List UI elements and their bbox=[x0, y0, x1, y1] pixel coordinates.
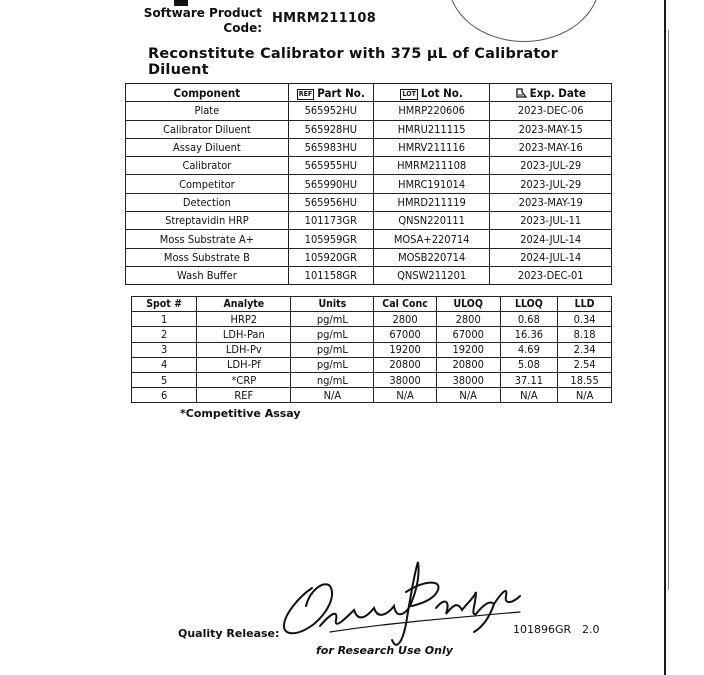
exp-date-cell: 2023-DEC-01 bbox=[490, 266, 612, 284]
part-no-cell: 565952HU bbox=[288, 102, 373, 120]
units-header: Units bbox=[291, 297, 374, 312]
lld-cell: 2.54 bbox=[558, 357, 612, 372]
analyte-cell: LDH-Pv bbox=[197, 342, 291, 357]
units-cell: pg/mL bbox=[291, 312, 374, 327]
component-row bbox=[126, 138, 612, 156]
uloq-cell: 38000 bbox=[436, 372, 500, 387]
lld-header: LLD bbox=[558, 297, 612, 312]
lld-cell: 18.55 bbox=[558, 372, 612, 387]
spot-row bbox=[132, 312, 612, 327]
lot-no-cell: MOSA+220714 bbox=[373, 230, 490, 248]
analyte-cell: REF bbox=[197, 388, 291, 403]
part-no-cell: 565955HU bbox=[288, 157, 373, 175]
lot-symbol-icon: LOT bbox=[402, 89, 416, 98]
component-row bbox=[126, 248, 612, 266]
exp-date-cell: 2023-JUL-11 bbox=[490, 212, 612, 230]
research-use-only-note: for Research Use Only bbox=[316, 644, 453, 657]
uloq-cell: 19200 bbox=[436, 342, 500, 357]
uloq-cell: 20800 bbox=[436, 357, 500, 372]
handwritten-signature bbox=[270, 552, 540, 652]
spot-header: Spot # bbox=[132, 297, 197, 312]
analyte-cell: HRP2 bbox=[197, 312, 291, 327]
software-product-code-label: Software Product Code: bbox=[143, 6, 262, 35]
spot-row bbox=[132, 372, 612, 387]
component-cell: Wash Buffer bbox=[126, 266, 289, 284]
component-row bbox=[126, 175, 612, 193]
lloq-cell: 16.36 bbox=[500, 327, 558, 342]
lot-no-cell: QNSN220111 bbox=[373, 212, 490, 230]
component-cell: Streptavidin HRP bbox=[126, 212, 289, 230]
ref-symbol-icon: REF bbox=[298, 89, 313, 98]
component-cell: Calibrator Diluent bbox=[126, 120, 289, 138]
cal-conc-header: Cal Conc bbox=[374, 297, 436, 312]
spots-header-row bbox=[132, 297, 612, 312]
spot-cell: 1 bbox=[132, 312, 197, 327]
lot-no-header-label: Lot No. bbox=[420, 85, 463, 100]
uloq-header: ULOQ bbox=[436, 297, 500, 312]
lld-cell: 2.34 bbox=[558, 342, 612, 357]
uloq-cell: N/A bbox=[436, 388, 500, 403]
part-no-cell: 565956HU bbox=[288, 193, 373, 211]
cal-conc-cell: 2800 bbox=[374, 312, 436, 327]
units-cell: pg/mL bbox=[291, 357, 374, 372]
component-cell: Moss Substrate B bbox=[126, 248, 289, 266]
page-title: Reconstitute Calibrator with 375 µL of Calibrator Diluent bbox=[148, 46, 559, 78]
page-edge-shadow bbox=[668, 30, 669, 590]
component-row bbox=[126, 157, 612, 175]
lot-no-cell: QNSW211201 bbox=[373, 266, 490, 284]
component-cell: Calibrator bbox=[126, 157, 289, 175]
component-row bbox=[126, 230, 612, 248]
lloq-cell: N/A bbox=[500, 388, 558, 403]
component-row bbox=[126, 193, 612, 211]
exp-date-header bbox=[490, 84, 612, 102]
uloq-cell: 67000 bbox=[436, 327, 500, 342]
cal-conc-cell: 19200 bbox=[374, 342, 436, 357]
components-header-row bbox=[126, 84, 612, 102]
part-no-cell: 101158GR bbox=[288, 266, 373, 284]
exp-date-cell: 2023-MAY-16 bbox=[490, 138, 612, 156]
analyte-cell: LDH-Pan bbox=[197, 327, 291, 342]
units-cell: pg/mL bbox=[291, 327, 374, 342]
spot-row bbox=[132, 388, 612, 403]
exp-date-cell: 2023-MAY-19 bbox=[490, 193, 612, 211]
lld-cell: 0.34 bbox=[558, 312, 612, 327]
units-cell: ng/mL bbox=[291, 372, 374, 387]
stamp-seal bbox=[448, 0, 600, 42]
lot-no-cell: HMRD211119 bbox=[373, 193, 490, 211]
units-cell: N/A bbox=[291, 388, 374, 403]
lot-no-cell: HMRC191014 bbox=[373, 175, 490, 193]
competitive-assay-footnote: *Competitive Assay bbox=[180, 407, 301, 420]
software-product-code: HMRM211108 bbox=[272, 11, 377, 26]
part-no-cell: 565990HU bbox=[288, 175, 373, 193]
component-cell: Plate bbox=[126, 102, 289, 120]
analyte-cell: *CRP bbox=[197, 372, 291, 387]
component-row bbox=[126, 212, 612, 230]
spot-cell: 3 bbox=[132, 342, 197, 357]
quality-release-label: Quality Release: bbox=[178, 627, 280, 640]
component-cell: Detection bbox=[126, 193, 289, 211]
lld-cell: N/A bbox=[558, 388, 612, 403]
uloq-cell: 2800 bbox=[436, 312, 500, 327]
component-cell: Assay Diluent bbox=[126, 138, 289, 156]
lloq-cell: 0.68 bbox=[500, 312, 558, 327]
analyte-cell: LDH-Pf bbox=[197, 357, 291, 372]
exp-date-cell: 2023-MAY-15 bbox=[490, 120, 612, 138]
exp-date-header-label: Exp. Date bbox=[529, 85, 586, 100]
part-no-header-label: Part No. bbox=[317, 85, 365, 100]
lloq-cell: 5.08 bbox=[500, 357, 558, 372]
page-edge-line bbox=[664, 0, 666, 675]
analyte-header: Analyte bbox=[197, 297, 291, 312]
spot-cell: 6 bbox=[132, 388, 197, 403]
cal-conc-cell: 67000 bbox=[374, 327, 436, 342]
document-number: 101896GR bbox=[513, 623, 572, 636]
analyte-spots-table bbox=[131, 296, 612, 403]
lloq-cell: 4.69 bbox=[500, 342, 558, 357]
component-row bbox=[126, 266, 612, 284]
lot-no-header bbox=[373, 84, 490, 102]
lot-no-cell: HMRM211108 bbox=[373, 157, 490, 175]
cal-conc-cell: N/A bbox=[374, 388, 436, 403]
exp-date-cell: 2023-DEC-06 bbox=[490, 102, 612, 120]
part-no-cell: 105959GR bbox=[288, 230, 373, 248]
units-cell: pg/mL bbox=[291, 342, 374, 357]
components-table bbox=[125, 83, 612, 285]
part-no-header bbox=[288, 84, 373, 102]
expiry-hourglass-icon bbox=[516, 88, 527, 98]
part-no-cell: 105920GR bbox=[288, 248, 373, 266]
part-no-cell: 565928HU bbox=[288, 120, 373, 138]
lloq-cell: 37.11 bbox=[500, 372, 558, 387]
component-cell: Moss Substrate A+ bbox=[126, 230, 289, 248]
document-version: 2.0 bbox=[582, 623, 600, 636]
lot-no-cell: HMRU211115 bbox=[373, 120, 490, 138]
component-cell: Competitor bbox=[126, 175, 289, 193]
exp-date-cell: 2024-JUL-14 bbox=[490, 248, 612, 266]
lot-no-cell: HMRP220606 bbox=[373, 102, 490, 120]
exp-date-cell: 2023-JUL-29 bbox=[490, 175, 612, 193]
lld-cell: 8.18 bbox=[558, 327, 612, 342]
cal-conc-cell: 20800 bbox=[374, 357, 436, 372]
exp-date-cell: 2023-JUL-29 bbox=[490, 157, 612, 175]
exp-date-cell: 2024-JUL-14 bbox=[490, 230, 612, 248]
part-no-cell: 101173GR bbox=[288, 212, 373, 230]
spot-cell: 5 bbox=[132, 372, 197, 387]
spot-row bbox=[132, 357, 612, 372]
component-row bbox=[126, 120, 612, 138]
part-no-cell: 565983HU bbox=[288, 138, 373, 156]
lloq-header: LLOQ bbox=[500, 297, 558, 312]
cal-conc-cell: 38000 bbox=[374, 372, 436, 387]
spot-cell: 4 bbox=[132, 357, 197, 372]
spot-row bbox=[132, 327, 612, 342]
component-row bbox=[126, 102, 612, 120]
component-header: Component bbox=[126, 84, 289, 102]
lot-no-cell: MOSB220714 bbox=[373, 248, 490, 266]
spot-cell: 2 bbox=[132, 327, 197, 342]
lot-no-cell: HMRV211116 bbox=[373, 138, 490, 156]
spot-row bbox=[132, 342, 612, 357]
